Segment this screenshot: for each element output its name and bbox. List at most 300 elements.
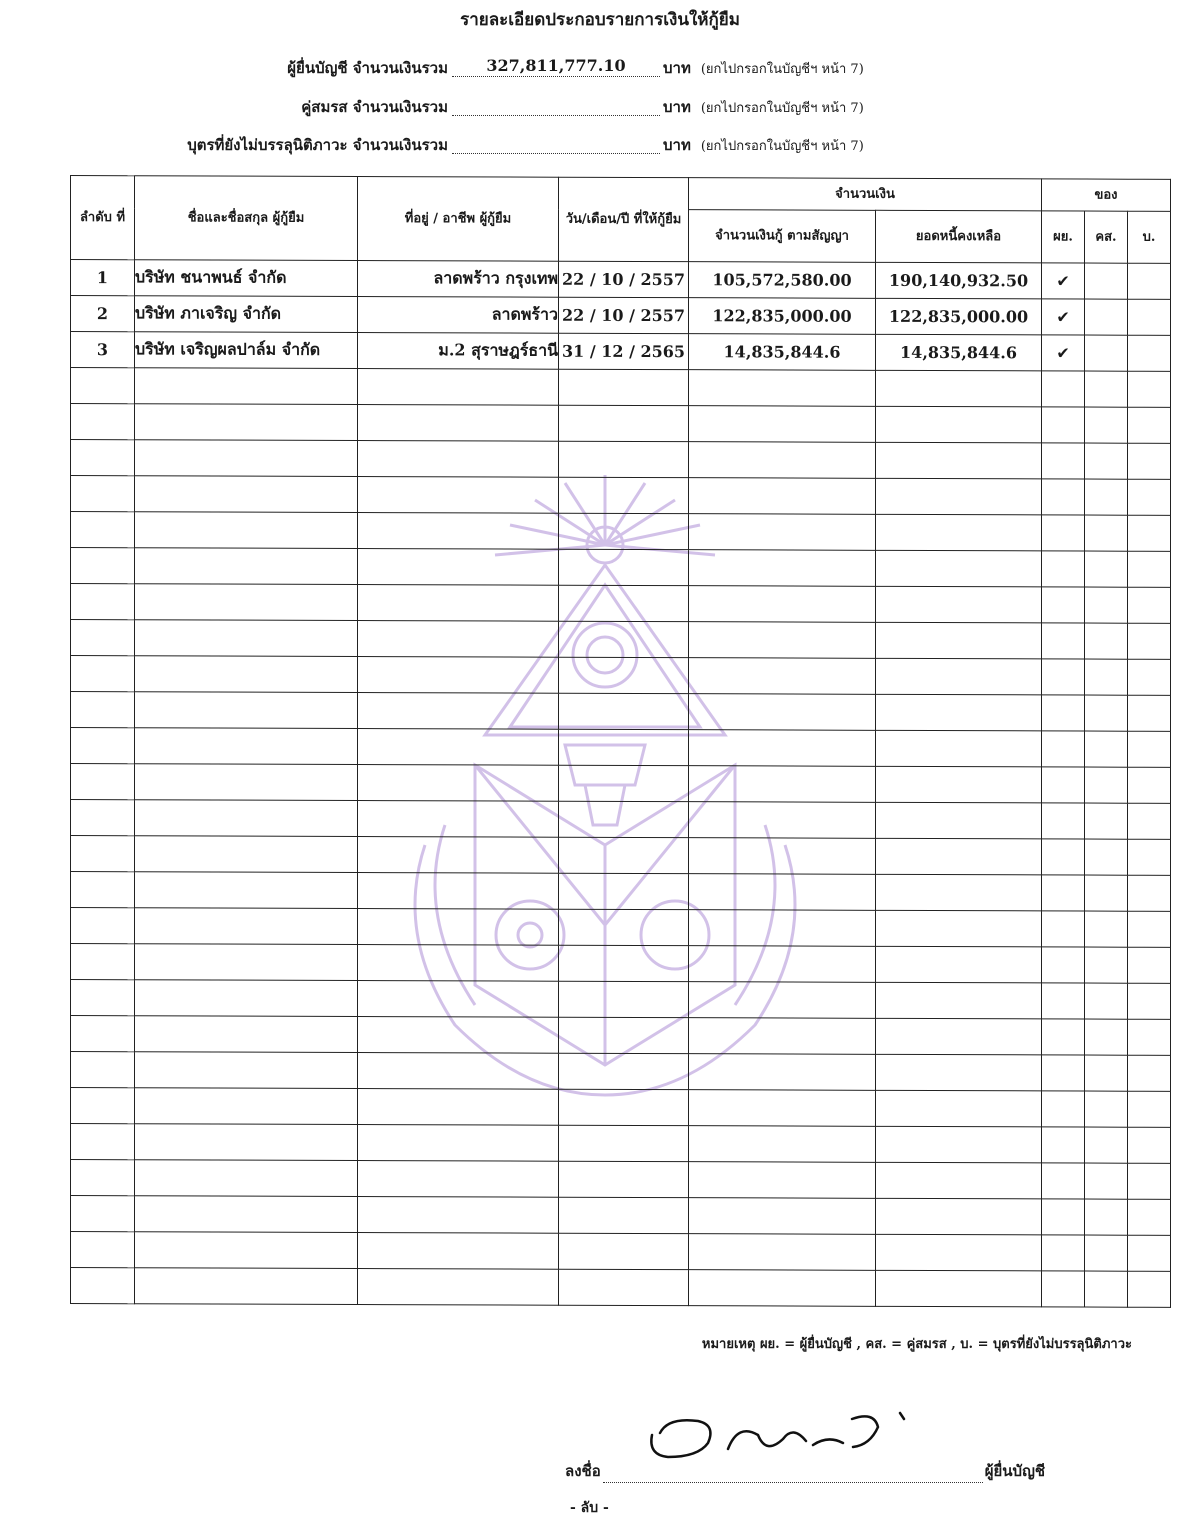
empty-cell — [876, 838, 1042, 875]
empty-cell — [1128, 731, 1171, 767]
empty-cell — [1085, 515, 1128, 551]
empty-cell — [876, 1018, 1042, 1055]
empty-cell — [71, 764, 135, 800]
empty-cell — [876, 442, 1042, 479]
empty-cell — [135, 980, 358, 1017]
empty-cell — [135, 764, 358, 801]
empty-cell — [135, 836, 358, 873]
empty-cell — [358, 693, 559, 730]
empty-cell — [135, 1232, 358, 1269]
row-owner-filer-check: ✔ — [1042, 299, 1085, 335]
empty-cell — [1128, 947, 1171, 983]
empty-cell — [559, 657, 689, 693]
empty-cell — [559, 909, 689, 945]
empty-cell — [1085, 983, 1128, 1019]
empty-cell — [876, 1234, 1042, 1271]
summary-filer-unit: บาท (ยกไปกรอกในบัญชีฯ หน้า 7) — [663, 59, 864, 77]
empty-cell — [1085, 1091, 1128, 1127]
footnote-legend: หมายเหตุ ผย. = ผู้ยื่นบัญชี , คส. = คู่สมรส , บ. = บุตรที่ยังไม่บรรลุนิติภาวะ — [701, 1337, 1132, 1352]
empty-cell — [559, 1197, 689, 1233]
empty-table-row — [71, 620, 1171, 660]
empty-table-row — [71, 1268, 1171, 1308]
empty-cell — [689, 766, 876, 803]
empty-table-row — [71, 800, 1171, 840]
empty-cell — [358, 729, 559, 766]
empty-cell — [559, 1089, 689, 1125]
empty-cell — [358, 873, 559, 910]
empty-cell — [1042, 407, 1085, 443]
empty-table-row — [71, 656, 1171, 696]
empty-cell — [71, 908, 135, 944]
empty-cell — [1128, 371, 1171, 407]
row-no: 1 — [71, 260, 135, 296]
empty-cell — [876, 1198, 1042, 1235]
empty-table-row — [71, 836, 1171, 876]
empty-cell — [876, 658, 1042, 695]
empty-cell — [71, 1268, 135, 1304]
empty-cell — [876, 550, 1042, 587]
empty-cell — [876, 982, 1042, 1019]
empty-cell — [689, 1090, 876, 1127]
empty-cell — [358, 1269, 559, 1306]
col-header-owner-spouse: คส. — [1085, 211, 1128, 263]
empty-cell — [135, 368, 358, 405]
row-address: ลาดพร้าว — [358, 297, 559, 334]
empty-cell — [1128, 1235, 1171, 1271]
empty-cell — [559, 1125, 689, 1161]
empty-cell — [1128, 1163, 1171, 1199]
empty-table-row — [71, 728, 1171, 768]
empty-cell — [135, 1052, 358, 1089]
empty-cell — [135, 620, 358, 657]
empty-cell — [689, 802, 876, 839]
empty-cell — [358, 1125, 559, 1162]
empty-cell — [689, 982, 876, 1019]
empty-cell — [1085, 947, 1128, 983]
row-owner-spouse — [1085, 263, 1128, 299]
empty-cell — [689, 406, 876, 443]
empty-cell — [689, 370, 876, 407]
empty-cell — [1128, 803, 1171, 839]
empty-cell — [876, 514, 1042, 551]
empty-cell — [135, 1088, 358, 1125]
empty-cell — [71, 584, 135, 620]
empty-cell — [1128, 695, 1171, 731]
empty-cell — [1085, 1055, 1128, 1091]
empty-cell — [689, 910, 876, 947]
empty-cell — [876, 874, 1042, 911]
empty-cell — [689, 478, 876, 515]
row-date: 22 / 10 / 2557 — [559, 261, 689, 297]
signature-prefix: ลงชื่อ — [565, 1462, 601, 1480]
empty-table-row — [71, 980, 1171, 1020]
empty-table-row — [71, 764, 1171, 804]
empty-cell — [71, 1160, 135, 1196]
row-name: บริษัท ชนาพนธ์ จำกัด — [135, 260, 358, 297]
row-owner-spouse — [1085, 299, 1128, 335]
empty-cell — [358, 405, 559, 442]
empty-cell — [1042, 731, 1085, 767]
empty-cell — [689, 1162, 876, 1199]
empty-cell — [1042, 1019, 1085, 1055]
empty-cell — [1085, 443, 1128, 479]
empty-cell — [559, 1017, 689, 1053]
empty-cell — [876, 478, 1042, 515]
empty-cell — [358, 657, 559, 694]
empty-cell — [876, 370, 1042, 407]
empty-cell — [1042, 839, 1085, 875]
empty-cell — [71, 440, 135, 476]
empty-cell — [1042, 1127, 1085, 1163]
empty-cell — [1085, 371, 1128, 407]
summary-child-amount — [452, 133, 660, 154]
empty-cell — [1128, 443, 1171, 479]
empty-table-row — [71, 1052, 1171, 1092]
empty-cell — [1128, 1127, 1171, 1163]
empty-cell — [358, 1053, 559, 1090]
empty-cell — [1085, 1271, 1128, 1307]
empty-cell — [135, 1016, 358, 1053]
summary-filer-amount: 327,811,777.10 — [452, 56, 660, 77]
empty-cell — [1128, 875, 1171, 911]
empty-cell — [689, 1198, 876, 1235]
empty-cell — [876, 622, 1042, 659]
document-title: รายละเอียดประกอบรายการเงินให้กู้ยืม — [460, 10, 740, 30]
empty-cell — [358, 1161, 559, 1198]
empty-cell — [1128, 1055, 1171, 1091]
empty-cell — [559, 837, 689, 873]
empty-cell — [135, 908, 358, 945]
empty-table-row — [71, 1232, 1171, 1272]
empty-cell — [876, 1126, 1042, 1163]
empty-cell — [1128, 911, 1171, 947]
empty-cell — [71, 800, 135, 836]
row-balance: 122,835,000.00 — [876, 298, 1042, 335]
empty-cell — [1085, 839, 1128, 875]
empty-cell — [1085, 659, 1128, 695]
summary-spouse-amount — [452, 95, 660, 116]
summary-child-note: (ยกไปกรอกในบัญชีฯ หน้า 7) — [700, 139, 864, 154]
empty-cell — [358, 1197, 559, 1234]
empty-cell — [876, 766, 1042, 803]
empty-cell — [71, 1016, 135, 1052]
empty-cell — [1042, 1163, 1085, 1199]
empty-cell — [689, 874, 876, 911]
empty-cell — [1042, 695, 1085, 731]
empty-cell — [71, 980, 135, 1016]
empty-cell — [358, 837, 559, 874]
empty-cell — [876, 946, 1042, 983]
empty-cell — [1128, 659, 1171, 695]
col-header-owner: ของ — [1042, 179, 1171, 211]
empty-cell — [71, 728, 135, 764]
row-name: บริษัท ภาเจริญ จำกัด — [135, 296, 358, 333]
row-address: ม.2 สุราษฎร์ธานี — [358, 333, 559, 370]
signature-line — [565, 1459, 1045, 1483]
empty-cell — [559, 585, 689, 621]
empty-cell — [689, 838, 876, 875]
row-address: ลาดพร้าว กรุงเทพ — [358, 261, 559, 298]
empty-cell — [1128, 587, 1171, 623]
empty-cell — [1042, 911, 1085, 947]
empty-cell — [71, 1124, 135, 1160]
empty-cell — [135, 440, 358, 477]
empty-cell — [559, 945, 689, 981]
empty-cell — [71, 1088, 135, 1124]
empty-cell — [71, 404, 135, 440]
empty-cell — [1128, 551, 1171, 587]
empty-cell — [358, 1089, 559, 1126]
empty-cell — [135, 1196, 358, 1233]
empty-cell — [1128, 1019, 1171, 1055]
empty-cell — [1042, 623, 1085, 659]
col-header-balance: ยอดหนี้คงเหลือ — [876, 210, 1042, 263]
col-header-date: วัน/เดือน/ปี ที่ให้กู้ยืม — [559, 177, 689, 261]
empty-cell — [135, 872, 358, 909]
empty-cell — [1085, 551, 1128, 587]
empty-cell — [1085, 407, 1128, 443]
empty-cell — [689, 1018, 876, 1055]
empty-cell — [1128, 839, 1171, 875]
row-balance: 190,140,932.50 — [876, 262, 1042, 299]
empty-cell — [689, 946, 876, 983]
empty-cell — [71, 1196, 135, 1232]
empty-cell — [1085, 623, 1128, 659]
empty-cell — [1042, 1271, 1085, 1307]
col-header-owner-filer: ผย. — [1042, 211, 1085, 263]
row-owner-filer-check: ✔ — [1042, 335, 1085, 371]
empty-cell — [1042, 551, 1085, 587]
empty-cell — [1085, 767, 1128, 803]
empty-cell — [135, 548, 358, 585]
empty-cell — [358, 1017, 559, 1054]
empty-cell — [358, 441, 559, 478]
row-balance: 14,835,844.6 — [876, 334, 1042, 371]
empty-cell — [559, 621, 689, 657]
empty-cell — [1042, 983, 1085, 1019]
empty-cell — [135, 728, 358, 765]
empty-cell — [689, 586, 876, 623]
empty-cell — [689, 1234, 876, 1271]
summary-spouse-note: (ยกไปกรอกในบัญชีฯ หน้า 7) — [700, 101, 864, 116]
summary-spouse-unit: บาท (ยกไปกรอกในบัญชีฯ หน้า 7) — [663, 98, 864, 116]
row-no: 2 — [71, 296, 135, 332]
row-no: 3 — [71, 332, 135, 368]
row-owner-spouse — [1085, 335, 1128, 371]
empty-cell — [1042, 875, 1085, 911]
empty-cell — [1042, 803, 1085, 839]
empty-cell — [358, 369, 559, 406]
empty-cell — [1042, 479, 1085, 515]
empty-cell — [1042, 1235, 1085, 1271]
empty-cell — [135, 944, 358, 981]
empty-cell — [71, 368, 135, 404]
empty-cell — [358, 477, 559, 514]
empty-cell — [559, 441, 689, 477]
summary-child — [0, 133, 1200, 157]
empty-cell — [559, 765, 689, 801]
col-header-loan-amount: จำนวนเงินกู้ ตามสัญญา — [689, 210, 876, 263]
empty-cell — [1042, 1199, 1085, 1235]
row-loan-amount: 105,572,580.00 — [689, 262, 876, 299]
empty-cell — [71, 620, 135, 656]
empty-cell — [689, 658, 876, 695]
empty-cell — [1042, 371, 1085, 407]
empty-cell — [1042, 443, 1085, 479]
empty-cell — [1042, 659, 1085, 695]
empty-cell — [358, 981, 559, 1018]
summary-child-unit: บาท (ยกไปกรอกในบัญชีฯ หน้า 7) — [663, 136, 864, 154]
col-header-address: ที่อยู่ / อาชีพ ผู้กู้ยืม — [358, 177, 559, 262]
empty-cell — [876, 1270, 1042, 1307]
empty-table-row — [71, 584, 1171, 624]
empty-cell — [1128, 1199, 1171, 1235]
empty-table-row — [71, 908, 1171, 948]
row-owner-child — [1128, 335, 1171, 371]
empty-cell — [876, 910, 1042, 947]
summary-spouse — [0, 95, 1200, 119]
summary-filer-label: ผู้ยื่นบัญชี จำนวนเงินรวม — [287, 59, 448, 77]
empty-cell — [358, 621, 559, 658]
empty-cell — [559, 1053, 689, 1089]
empty-cell — [1085, 479, 1128, 515]
empty-cell — [1085, 875, 1128, 911]
empty-cell — [135, 692, 358, 729]
empty-cell — [559, 513, 689, 549]
empty-table-row — [71, 872, 1171, 912]
row-owner-child — [1128, 263, 1171, 299]
row-date: 31 / 12 / 2565 — [559, 333, 689, 369]
empty-table-row — [71, 404, 1171, 444]
empty-cell — [71, 944, 135, 980]
col-header-no: ลำดับ ที่ — [71, 176, 135, 260]
empty-cell — [358, 585, 559, 622]
empty-cell — [876, 406, 1042, 443]
loan-table — [70, 175, 1171, 1308]
empty-cell — [1042, 1055, 1085, 1091]
empty-cell — [559, 801, 689, 837]
summary-child-label: บุตรที่ยังไม่บรรลุนิติภาวะ จำนวนเงินรวม — [187, 136, 448, 154]
empty-cell — [1128, 1091, 1171, 1127]
col-header-amount: จำนวนเงิน — [689, 178, 1042, 211]
empty-table-row — [71, 368, 1171, 408]
empty-cell — [71, 836, 135, 872]
empty-table-row — [71, 1088, 1171, 1128]
empty-cell — [71, 1052, 135, 1088]
empty-cell — [135, 656, 358, 693]
empty-cell — [1128, 1271, 1171, 1307]
summary-filer-note: (ยกไปกรอกในบัญชีฯ หน้า 7) — [700, 62, 864, 77]
empty-cell — [1042, 515, 1085, 551]
empty-cell — [1042, 767, 1085, 803]
empty-cell — [358, 909, 559, 946]
empty-cell — [1085, 803, 1128, 839]
summary-spouse-label: คู่สมรส จำนวนเงินรวม — [301, 98, 448, 116]
empty-table-row — [71, 1196, 1171, 1236]
empty-cell — [876, 1054, 1042, 1091]
empty-cell — [876, 694, 1042, 731]
empty-cell — [71, 476, 135, 512]
summary-filer — [0, 56, 1200, 80]
empty-cell — [1042, 947, 1085, 983]
table-row — [71, 296, 1171, 336]
row-loan-amount: 122,835,000.00 — [689, 298, 876, 335]
empty-cell — [559, 477, 689, 513]
empty-cell — [71, 512, 135, 548]
empty-cell — [689, 550, 876, 587]
empty-cell — [1128, 767, 1171, 803]
empty-cell — [358, 801, 559, 838]
empty-table-row — [71, 1160, 1171, 1200]
empty-cell — [135, 1268, 358, 1305]
row-loan-amount: 14,835,844.6 — [689, 334, 876, 371]
empty-table-row — [71, 476, 1171, 516]
empty-cell — [689, 730, 876, 767]
empty-cell — [1128, 479, 1171, 515]
empty-cell — [71, 1232, 135, 1268]
empty-cell — [135, 584, 358, 621]
empty-cell — [71, 548, 135, 584]
empty-cell — [358, 945, 559, 982]
empty-cell — [689, 622, 876, 659]
empty-cell — [559, 981, 689, 1017]
empty-cell — [689, 514, 876, 551]
empty-cell — [559, 1161, 689, 1197]
empty-table-row — [71, 1124, 1171, 1164]
empty-cell — [71, 872, 135, 908]
empty-cell — [876, 1090, 1042, 1127]
empty-cell — [71, 692, 135, 728]
empty-cell — [1085, 1127, 1128, 1163]
empty-cell — [559, 693, 689, 729]
empty-cell — [1042, 1091, 1085, 1127]
empty-cell — [559, 1233, 689, 1269]
empty-cell — [1128, 515, 1171, 551]
empty-cell — [1085, 1163, 1128, 1199]
empty-cell — [559, 873, 689, 909]
empty-cell — [71, 656, 135, 692]
empty-cell — [689, 694, 876, 731]
table-row — [71, 260, 1171, 300]
empty-cell — [358, 549, 559, 586]
empty-table-row — [71, 1016, 1171, 1056]
empty-cell — [1042, 587, 1085, 623]
row-owner-filer-check: ✔ — [1042, 263, 1085, 299]
table-row — [71, 332, 1171, 372]
empty-cell — [135, 476, 358, 513]
confidential-label: - ลับ - — [570, 1500, 609, 1516]
empty-cell — [135, 1160, 358, 1197]
empty-table-row — [71, 440, 1171, 480]
empty-cell — [1085, 695, 1128, 731]
empty-cell — [1085, 731, 1128, 767]
empty-cell — [559, 1269, 689, 1305]
empty-cell — [876, 586, 1042, 623]
empty-cell — [1085, 1019, 1128, 1055]
empty-table-row — [71, 692, 1171, 732]
empty-table-row — [71, 548, 1171, 588]
col-header-name: ชื่อและชื่อสกุล ผู้กู้ยืม — [135, 176, 358, 261]
empty-cell — [1085, 1235, 1128, 1271]
empty-cell — [358, 513, 559, 550]
row-owner-child — [1128, 299, 1171, 335]
empty-cell — [559, 405, 689, 441]
empty-cell — [135, 512, 358, 549]
empty-cell — [135, 404, 358, 441]
empty-cell — [1128, 407, 1171, 443]
empty-cell — [135, 800, 358, 837]
empty-cell — [559, 729, 689, 765]
